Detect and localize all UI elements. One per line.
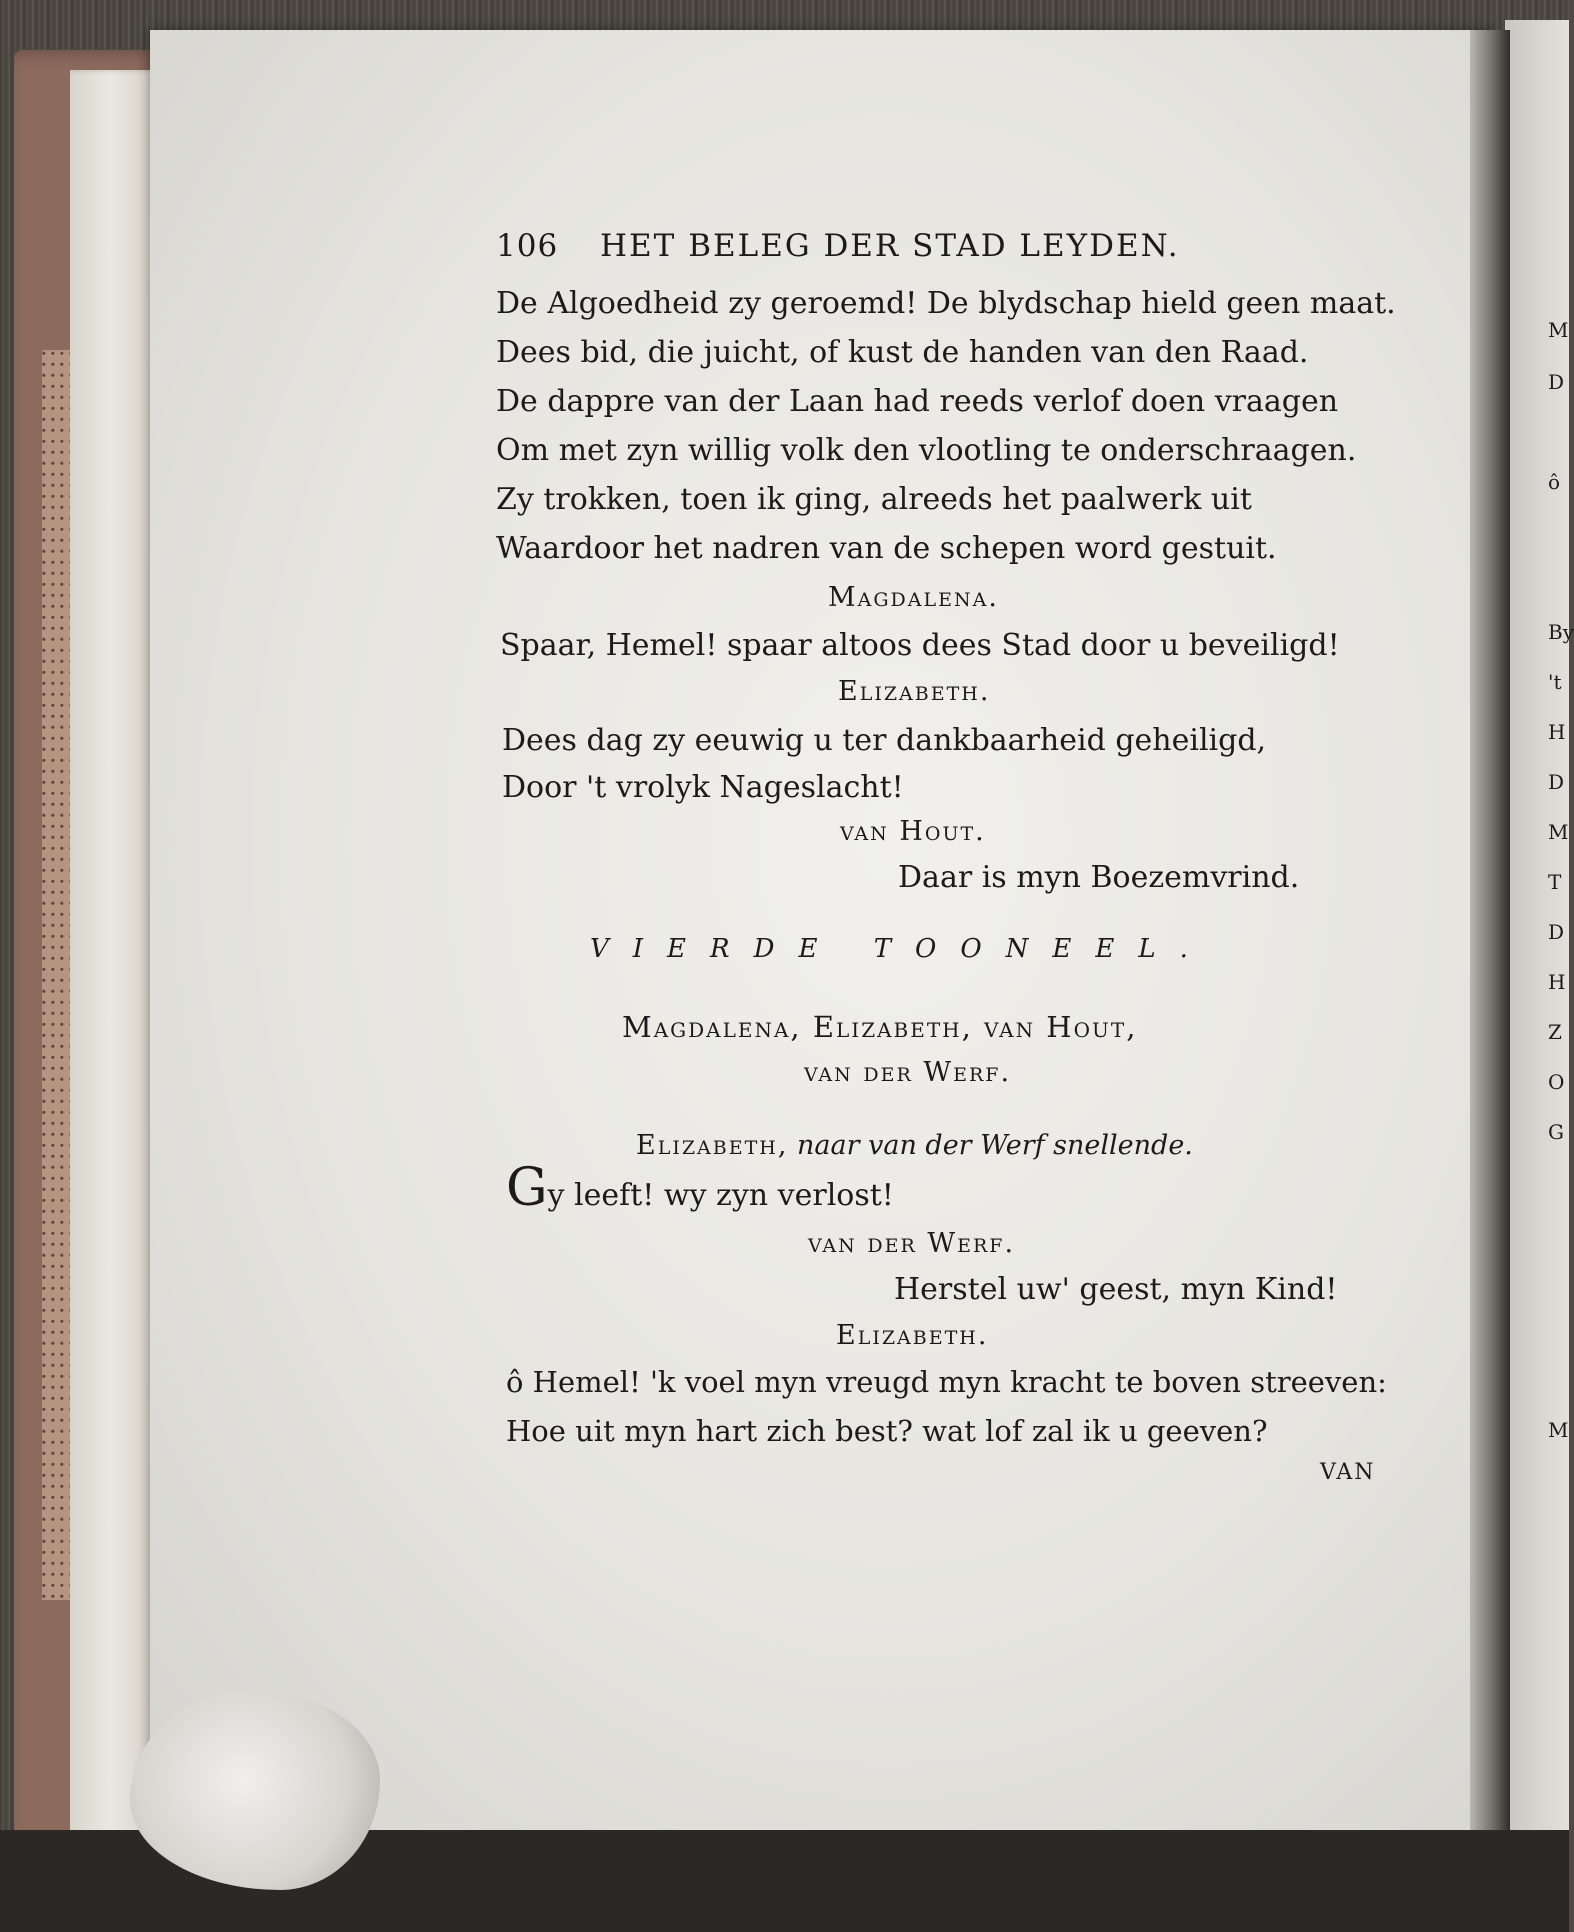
running-title: HET BELEG DER STAD LEYDEN.	[600, 228, 1180, 264]
verse-line: Door 't vrolyk Nageslacht!	[502, 770, 904, 805]
verse-text: y leeft! wy zyn verlost!	[547, 1178, 894, 1213]
facing-fragment: D	[1548, 920, 1565, 944]
facing-fragment: ô	[1548, 470, 1561, 494]
catchword: VAN	[1320, 1460, 1376, 1485]
facing-fragment: M	[1548, 1418, 1569, 1442]
verse-line: De dappre van der Laan had reeds verlof doen vraagen	[496, 384, 1339, 419]
verse-line	[506, 1158, 894, 1218]
speaker-name: van Hout.	[840, 816, 986, 847]
verse-line: Herstel uw' geest, myn Kind!	[894, 1272, 1338, 1307]
facing-fragment: G	[1548, 1120, 1564, 1144]
scene-title: VIERDE TOONEEL.	[590, 934, 1212, 964]
verse-line: Waardoor het nadren van de schepen word gestuit.	[496, 531, 1277, 566]
cast-list: van der Werf.	[804, 1057, 1012, 1088]
speaker-name: van der Werf.	[808, 1228, 1016, 1259]
facing-fragment: H	[1548, 720, 1566, 744]
cast-list: Magdalena, Elizabeth, van Hout,	[622, 1010, 1138, 1044]
speaker-name: Elizabeth,	[636, 1130, 789, 1161]
drop-cap: G	[506, 1158, 548, 1218]
verse-line: Zy trokken, toen ik ging, alreeds het paalwerk uit	[496, 482, 1252, 517]
verse-line: Spaar, Hemel! spaar altoos dees Stad door u beveiligd!	[500, 628, 1340, 663]
facing-fragment: D	[1548, 770, 1565, 794]
verse-line: Daar is myn Boezemvrind.	[898, 860, 1300, 895]
speaker-name: Magdalena.	[828, 582, 999, 613]
stage-direction: naar van der Werf snellende.	[797, 1130, 1193, 1161]
verse-line: De Algoedheid zy geroemd! De blydschap hield geen maat.	[496, 286, 1396, 321]
facing-fragment: 't	[1548, 670, 1562, 694]
verse-line: Hoe uit myn hart zich best? wat lof zal ik u geeven?	[506, 1414, 1268, 1448]
facing-fragment: By	[1548, 620, 1574, 644]
facing-fragment: M	[1548, 318, 1569, 342]
book-gutter	[1470, 30, 1510, 1830]
speaker-name: Elizabeth.	[838, 676, 991, 707]
paper-fragment	[130, 1690, 380, 1890]
stage-direction-line	[636, 1130, 1193, 1161]
facing-fragment: D	[1548, 370, 1565, 394]
verse-line: Dees dag zy eeuwig u ter dankbaarheid geheiligd,	[502, 723, 1267, 758]
facing-fragment: M	[1548, 820, 1569, 844]
facing-fragment: T	[1548, 870, 1562, 894]
facing-fragment: Z	[1548, 1020, 1562, 1044]
verse-line: Om met zyn willig volk den vlootling te onderschraagen.	[496, 433, 1357, 468]
verse-line: Dees bid, die juicht, of kust de handen van den Raad.	[496, 335, 1309, 370]
facing-fragment: O	[1548, 1070, 1565, 1094]
verse-line: ô Hemel! 'k voel myn vreugd myn kracht te boven streeven:	[506, 1365, 1387, 1399]
page-number: 106	[496, 228, 559, 264]
speaker-name: Elizabeth.	[836, 1320, 989, 1351]
facing-fragment: H	[1548, 970, 1566, 994]
